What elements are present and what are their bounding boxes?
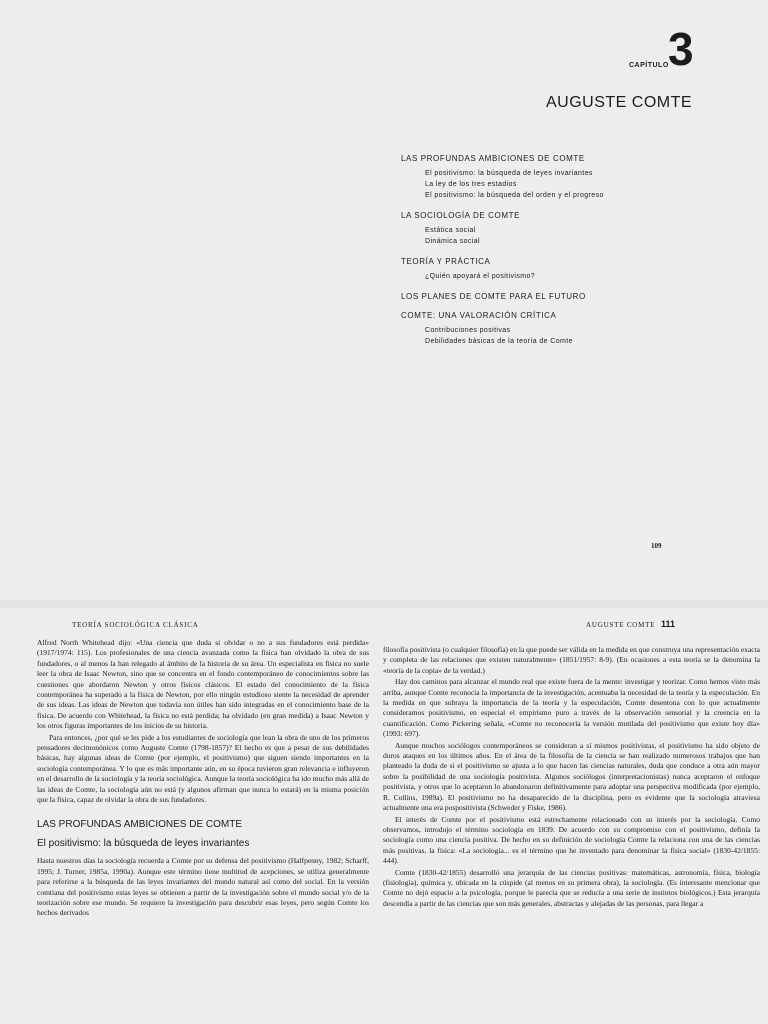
running-header-right: AUGUSTE COMTE xyxy=(586,621,656,629)
chapter-title: AUGUSTE COMTE xyxy=(546,94,693,111)
page-number: 111 xyxy=(661,619,676,629)
outline-subsection: El positivismo: la búsqueda de leyes invariantes xyxy=(425,170,593,177)
outline-subsections xyxy=(401,225,741,247)
body-paragraph: Alfred North Whitehead dijo: «Una ciencia que duda si olvidar o no a sus fundadores está perdida» (1917/1974: 115). Los profesionales de una ciencia avanzada como la física han olvidado la obra de sus fundadores, o al menos la han relegado al ámbito de la historia de su área. Un especialista en física no suele leer la obra de Isaac Newton, sino que se concentra en el fondo contemporáneo de conocimientos sobre las cuestiones que abordaron Newton y otros físicos clásicos. El estado del conocimiento de la física contemporánea ha superado a la física de Newton, por ello ningún estudioso siente la necesidad de aprender de sus ideas. Las ideas de Newton que todavía son útiles han sido integradas en el conocimiento base de la física. De acuerdo con Whitehead, la física no está perdida; ha olvidado (en gran medida) a Isaac Newton y los otros figuras importantes de los inicios de su historia. xyxy=(37,638,369,731)
right-text-column xyxy=(383,645,760,910)
outline-subsection: Estática social xyxy=(425,227,476,234)
outline-subsection: ¿Quién apoyará el positivismo? xyxy=(425,273,536,280)
body-paragraph: Hasta nuestros días la sociología recuerda a Comte por su defensa del positivismo (Halfpenny, 1982; Scharff, 1995; J. Turner, 1985a, 1990a). Aunque este término tiene multitud de acepciones, se utiliza generalmente para referirse a la búsqueda de las leyes invariantes del mundo natural así como del social. En la versión comtiana del positivismo estas leyes se obtienen a partir de la investigación sobre el mundo social y/o de la teorización sobre ese mundo. Se requiere la investigación para descubrir esas leyes, pero según Comte los hechos derivados xyxy=(37,856,369,918)
chapter-label: CAPÍTULO xyxy=(629,62,669,69)
body-paragraph: Aunque muchos sociólogos contemporáneos se consideran a sí mismos positivistas, el positivismo ha sido objeto de duros ataques en los últimos años. En el área de la filosofía de la ciencia se han realizado numerosos trabajos que han planteado la duda de si el positivismo se ajusta a lo que hacen las ciencias naturales, duda que conduce a otra aún mayor sobre la posibilidad de una sociología positivista. Algunos sociólogos (interpretacionistas) nunca aceptaron el enfoque positivista, y otros que lo aceptaron lo abandonaron definitivamente para adoptar una perspectiva modificada (por ejemplo, R. Collins, 1989a). El positivismo no ha desaparecido de la disciplina, pero es evidente que la sociología atraviesa actualmente una era pospositivista (Schweder y Fiske, 1986). xyxy=(383,740,760,813)
outline-subsections xyxy=(401,168,741,201)
running-header-left: TEORÍA SOCIOLÓGICA CLÁSICA xyxy=(72,621,199,629)
outline-section: LOS PLANES DE COMTE PARA EL FUTURO xyxy=(401,292,586,301)
outline-subsection: Dinámica social xyxy=(425,238,481,245)
subsection-heading: El positivismo: la búsqueda de leyes invariantes xyxy=(37,837,250,849)
outline-subsection: La ley de los tres estadios xyxy=(425,181,517,188)
outline-subsections xyxy=(401,271,741,282)
outline-section: LAS PROFUNDAS AMBICIONES DE COMTE xyxy=(401,154,585,163)
outline-section: COMTE: UNA VALORACIÓN CRÍTICA xyxy=(401,311,557,320)
body-paragraph: El interés de Comte por el positivismo está estrechamente relacionado con su interés por la sociología. Como observamos, introdujo el término sociología en 1839. De acuerdo con su compromiso con el positivismo, definía la sociología como una ciencia positiva. De hecho en su definición de sociología Comte la relaciona con una de las ciencias más positivas, la física: «La sociología... es el término que he inventado para denominar la física social» (1830-42/1855: 444). xyxy=(383,814,760,866)
outline-subsections xyxy=(401,325,741,347)
outline-subsection: Debilidades básicas de la teoría de Comte xyxy=(425,338,573,345)
outline-section: LA SOCIOLOGÍA DE COMTE xyxy=(401,211,521,220)
body-paragraph: Para entonces, ¿por qué se les pide a los estudiantes de sociología que lean la obra de uno de los primeros pensadores decimonónicos como Auguste Comte (1798-1857)? El hecho es que a pesar de sus debilidades básicas, hay algunas ideas de Comte (por ejemplo, el positivismo) que siguen siendo importantes en la sociología contemporánea. Y lo que es más importante aún, en su época tuvieron gran relevancia e influyeron en el desarrollo de la sociología y la teoría sociológica. Aunque la teoría sociológica ha ido mucho más allá de las ideas de Comte, la sociología aún no está (y algunos afirman que nunca lo estará) en la misma posición que la física, capaz de olvidar la obra de sus fundadores. xyxy=(37,732,369,805)
page-number: 109 xyxy=(651,542,662,550)
chapter-outline xyxy=(401,154,741,347)
outline-subsection: Contribuciones positivas xyxy=(425,327,511,334)
outline-subsection: El positivismo: la búsqueda del orden y el progreso xyxy=(425,192,604,199)
chapter-number: 3 xyxy=(668,23,694,75)
left-text-column xyxy=(37,638,369,920)
body-paragraph: filosofía positivista (o cualquier filosofía) en la que puede ser válida en la medida en que construya una representación exacta y completa de las relaciones que existen naturalmente» (1851/1957: 8-9). (En ocasiones a esta teoría se la denomina la «teoría de la copia» de la verdad.) xyxy=(383,645,760,675)
section-heading: LAS PROFUNDAS AMBICIONES DE COMTE xyxy=(37,818,243,830)
body-paragraph: Hay dos caminos para alcanzar el mundo real que existe fuera de la mente: investigar y teorizar. Como hemos visto más arriba, aunque Comte reconocía la importancia de la investigación, acentuaba la necesidad de la teoría y la especulación. En la medida en que subraya la importancia de la teoría y la especulación, Comte desentona con lo que actualmente consideramos positivismo, en especial el empirismo puro a través de la observación sensorial y la creencia en la cuantificación. Como Pickering señala, «Comte no reconocería la versión mutilada del positivismo que existe hoy día» (1993: 697). xyxy=(383,677,760,739)
outline-section: TEORÍA Y PRÁCTICA xyxy=(401,257,491,266)
body-paragraph: Comte (1830-42/1855) desarrolló una jerarquía de las ciencias positivas: matemáticas, astronomía, física, biología (fisiología), química y, ubicada en la cúspide (al menos en su primera obra), la sociología. (Es interesante mencionar que Comte no dejó espacio a la psicología, porque le parecía que se reducía a una serie de instintos biológicos.) Esta jerarquía descendía a partir de las ciencias que son más generales, abstractas y alejadas de las personas, para llegar a xyxy=(383,867,760,908)
